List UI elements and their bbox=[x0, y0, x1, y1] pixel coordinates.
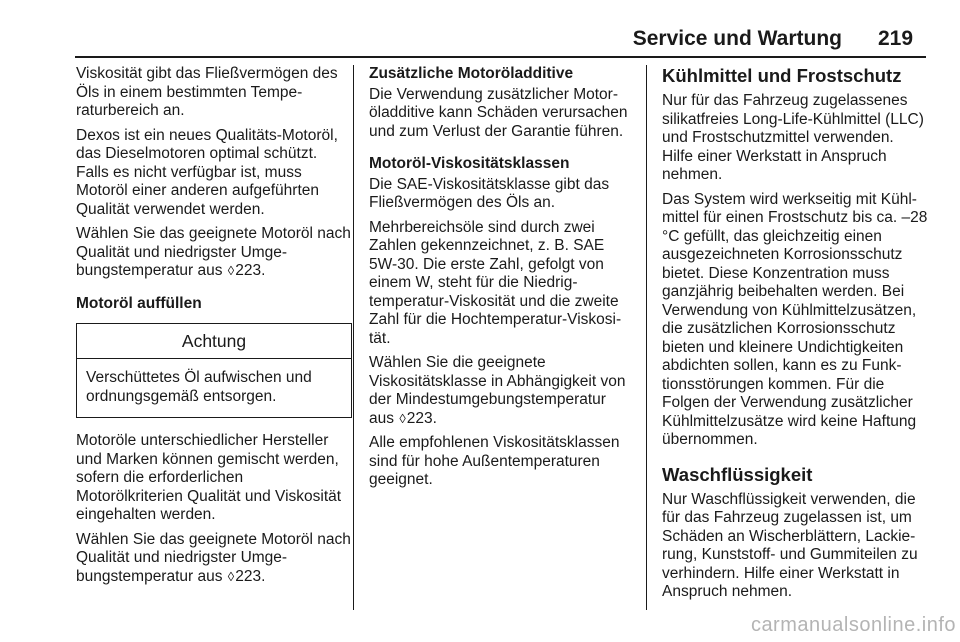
header-rule bbox=[75, 56, 926, 58]
warning-title: Achtung bbox=[77, 324, 351, 359]
warning-text: Verschüttetes Öl aufwischen und ordnungsgemäß entsorgen. bbox=[86, 369, 312, 405]
paragraph-text: Wählen Sie die geeignete Viskositätsklasse in Abhängigkeit von der Mindestumgebungstemperatur aus bbox=[369, 354, 626, 427]
column-1 bbox=[76, 65, 352, 592]
page-reference-icon: ◊ bbox=[227, 263, 235, 278]
paragraph: Die Verwendung zusätzlicher Motoröladditive kann Schäden verursachen und zum Verlust der Garantie führen. bbox=[369, 85, 628, 140]
column-divider bbox=[353, 65, 354, 610]
page-reference[interactable]: 223. bbox=[235, 262, 266, 279]
page-header bbox=[0, 0, 960, 58]
paragraph bbox=[369, 354, 635, 428]
paragraph: Motoröle unterschiedlicher Hersteller und Marken können gemischt werden, sofern die erforderlichen Motorölkriterien Qualität und Viskosität eingehalten werden. bbox=[76, 432, 342, 523]
page-reference-icon: ◊ bbox=[399, 410, 406, 426]
paragraph: Alle empfohlenen Viskositätsklassen sind für hohe Außentemperaturen geeignet. bbox=[369, 434, 620, 488]
paragraph: Mehrbereichsöle sind durch zwei Zahlen gekennzeichnet, z. B. SAE 5W-30. Die erste Zahl, gefolgt von einem W, steht für die Niedrigtemperatur-Viskosität und die zweite Zahl für die Hochtemperatur-Viskosität. bbox=[369, 218, 622, 347]
section-heading: Motoröl auffüllen bbox=[76, 294, 202, 312]
paragraph: Dexos ist ein neues Qualitäts-Motoröl, das Dieselmotoren optimal schützt. Falls es nicht verfügbar ist, muss Motoröl einer anderen aufgeführten Qualität verwendet werden. bbox=[76, 126, 338, 218]
paragraph: Nur Waschflüssigkeit verwenden, die für das Fahrzeug zugelassen ist, um Schäden an Wischerblättern, Lackierung, Kunststoff- und Gummiteilen zu verhindern. Hilfe einer Werkstatt in Anspruch nehmen. bbox=[662, 490, 918, 600]
section-heading: Zusätzliche Motoröladditive bbox=[369, 65, 574, 82]
section-heading: Motoröl-Viskositätsklassen bbox=[369, 155, 570, 172]
paragraph bbox=[76, 531, 352, 587]
column-divider bbox=[646, 65, 647, 610]
paragraph: Das System wird werkseitig mit Kühlmittel für einen Frostschutz bis ca. –28 °C gefüllt, das gleichzeitig einen ausgezeichneten Korrosionsschutz bietet. Diese Konzentration muss ganzjährig beibehalten werden. Bei Verwendung von Kühlmittelzusätzen, die zusätzlichen Korrosionsschutz bieten und kleinere Undichtigkeiten abdichten sollen, kann es zu Funktionsstörungen kommen. Für die Folgen der Verwendung zusätzlicher Kühlmittelzusätze wird keine Haftung übernommen. bbox=[662, 190, 928, 448]
page-reference[interactable]: 223. bbox=[406, 409, 437, 427]
warning-box bbox=[76, 323, 352, 418]
paragraph-text: Wählen Sie das geeignete Motoröl nach Qualität und niedrigster Umgebungstemperatur aus bbox=[76, 530, 351, 585]
page-title: Service und Wartung bbox=[632, 27, 842, 50]
watermark: carmanualsonline.info bbox=[750, 614, 956, 636]
paragraph: Viskosität gibt das Fließvermögen des Öls in einem bestimmten Temperaturbereich an. bbox=[76, 65, 338, 119]
section-heading: Waschflüssigkeit bbox=[662, 463, 813, 485]
page-reference-icon: ◊ bbox=[227, 568, 235, 584]
page-reference[interactable]: 223. bbox=[235, 567, 266, 585]
paragraph: Die SAE-Viskositätsklasse gibt das Fließvermögen des Öls an. bbox=[369, 175, 610, 211]
paragraph bbox=[76, 225, 352, 281]
paragraph: Nur für das Fahrzeug zugelassenes silikatfreies Long-Life-Kühlmittel (LLC) und Frostschutzmittel verwenden. Hilfe einer Werkstatt in Anspruch nehmen. bbox=[662, 92, 924, 183]
column-3 bbox=[662, 65, 928, 608]
section-heading: Kühlmittel und Frostschutz bbox=[662, 65, 902, 86]
page-number: 219 bbox=[878, 27, 914, 50]
paragraph-text: Wählen Sie das geeignete Motoröl nach Qualität und niedrigster Umgebungstemperatur aus bbox=[76, 225, 351, 279]
column-2 bbox=[369, 65, 635, 496]
